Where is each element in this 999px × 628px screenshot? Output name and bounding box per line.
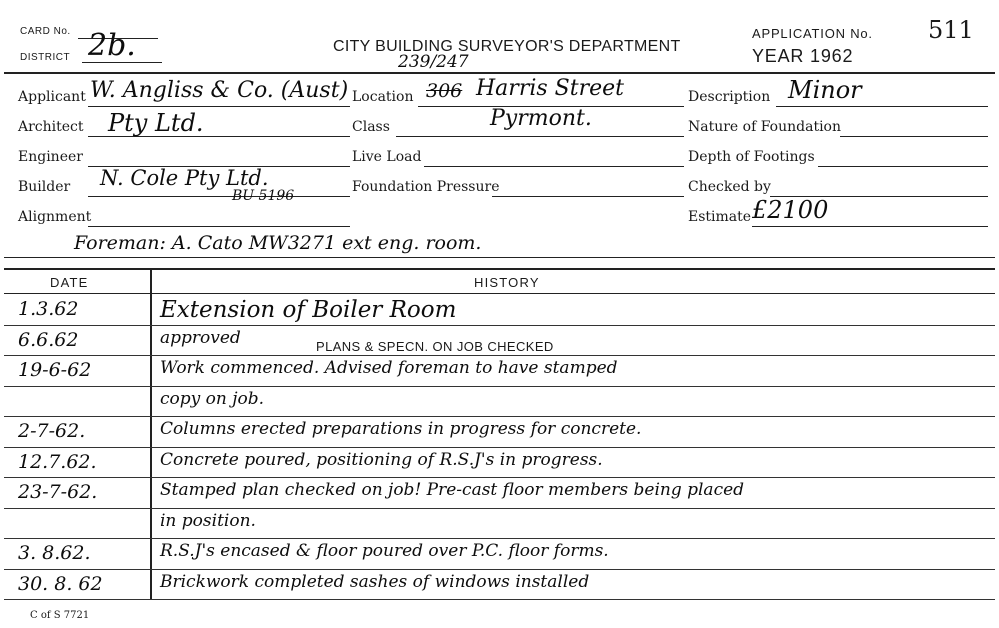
history-entry: in position.	[160, 510, 256, 531]
builder-value: N. Cole Pty Ltd.	[100, 166, 269, 190]
depth-of-footings-line	[818, 166, 988, 167]
foundation-pressure-label: Foundation Pressure	[352, 179, 500, 195]
estimate-line	[752, 226, 988, 227]
date-column-divider	[150, 270, 152, 600]
history-row-line	[4, 416, 995, 417]
history-entry: Columns erected preparations in progress for concrete.	[160, 419, 642, 439]
applicant-label: Applicant	[18, 89, 86, 105]
title-handwritten-note: 239/247	[398, 52, 469, 72]
description-line	[776, 106, 988, 107]
history-entry: approved	[160, 327, 241, 348]
builder-licence: BU 5196	[232, 188, 295, 204]
history-date: 30. 8. 62	[18, 572, 103, 595]
foundation-pressure-line	[492, 196, 684, 197]
location-value: Harris Street	[476, 76, 624, 101]
class-line	[396, 136, 684, 137]
history-date: 3. 8.62.	[18, 542, 91, 564]
nature-of-foundation-label: Nature of Foundation	[688, 119, 841, 135]
checked-stamp: PLANS & SPECN. ON JOB CHECKED	[316, 338, 554, 354]
engineer-label: Engineer	[18, 149, 83, 165]
location-label: Location	[352, 89, 414, 105]
card-no-label: CARD No.	[20, 26, 71, 37]
alignment-line	[88, 226, 350, 227]
checked-by-label: Checked by	[688, 179, 771, 195]
class-value: Pyrmont.	[490, 106, 592, 131]
history-date: 23-7-62.	[18, 481, 98, 503]
applicant-line	[88, 106, 350, 107]
history-row-line	[4, 325, 995, 326]
history-row-line	[4, 355, 995, 356]
history-entry: Stamped plan checked on job! Pre-cast floor members being placed	[160, 480, 745, 500]
district-label: DISTRICT	[20, 52, 71, 63]
history-date: 1.3.62	[18, 298, 79, 320]
history-header-rule	[4, 293, 995, 294]
history-date: 19-6-62	[18, 359, 92, 381]
history-column-header: HISTORY	[474, 275, 540, 290]
history-row-line	[4, 447, 995, 448]
application-number: 511	[928, 16, 974, 44]
history-date: 2-7-62.	[18, 420, 86, 442]
class-label: Class	[352, 119, 390, 135]
description-label: Description	[688, 89, 771, 105]
location-struck-number: 306	[426, 80, 463, 102]
architect-value: Pty Ltd.	[108, 109, 204, 137]
builder-line	[88, 196, 350, 197]
form-code: C of S 7721	[30, 610, 90, 621]
application-no-label: APPLICATION No.	[752, 26, 873, 41]
builder-label: Builder	[18, 179, 71, 195]
history-entry: copy on job.	[160, 388, 265, 409]
date-column-header: DATE	[50, 275, 89, 290]
history-row-line	[4, 538, 995, 539]
top-rule	[4, 72, 995, 74]
history-row-line	[4, 569, 995, 570]
architect-label: Architect	[18, 119, 84, 135]
department-title: CITY BUILDING SURVEYOR'S DEPARTMENT	[333, 38, 681, 55]
live-load-label: Live Load	[352, 149, 422, 165]
estimate-value: £2100	[752, 196, 829, 224]
foreman-line	[4, 257, 995, 258]
history-row-line	[4, 599, 995, 600]
year-label: YEAR 1962	[752, 46, 854, 66]
history-entry: R.S.J's encased & floor poured over P.C. floor forms.	[160, 541, 609, 561]
applicant-value: W. Angliss & Co. (Aust)	[90, 78, 349, 103]
history-top-rule	[4, 268, 995, 270]
history-date: 12.7.62.	[18, 450, 97, 473]
history-date: 6.6.62	[18, 328, 79, 351]
history-row-line	[4, 508, 995, 509]
alignment-label: Alignment	[18, 209, 92, 225]
district-value: 2b.	[88, 28, 136, 63]
foreman-note: Foreman: A. Cato MW3271 ext eng. room.	[74, 232, 482, 254]
live-load-line	[424, 166, 684, 167]
history-entry: Extension of Boiler Room	[160, 297, 457, 323]
nature-of-foundation-line	[840, 136, 988, 137]
history-entry: Work commenced. Advised foreman to have stamped	[160, 358, 618, 378]
description-value: Minor	[788, 76, 862, 104]
history-row-line	[4, 477, 995, 478]
history-entry: Brickwork completed sashes of windows installed	[160, 571, 590, 592]
history-entry: Concrete poured, positioning of R.S.J's in progress.	[160, 449, 603, 470]
history-row-line	[4, 386, 995, 387]
depth-of-footings-label: Depth of Footings	[688, 149, 815, 165]
estimate-label: Estimate	[688, 209, 752, 225]
